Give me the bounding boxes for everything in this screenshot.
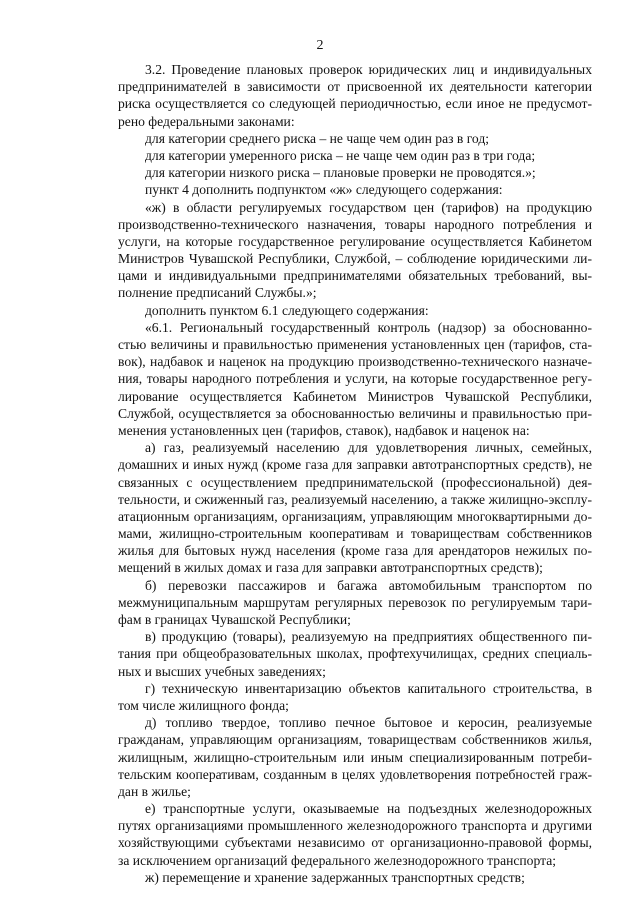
text-line: ния, товары народного потребления и услуги, на которые государственное регу-	[118, 371, 592, 387]
text-line: мами, жилищно-строительным кооперативам и товариществам собственников	[118, 526, 592, 542]
text-line: в) продукцию (товары), реализуемую на предприятиях общественного пи-	[145, 629, 592, 645]
text-line: гражданам, управляющим организациям, товариществам собственников жилья,	[118, 732, 592, 748]
text-line: г) техническую инвентаризацию объектов капитального строительства, в	[145, 680, 592, 696]
page-number: 2	[316, 38, 324, 53]
text-line: менения установленных цен (тарифов, ставок), надбавок и наценок на:	[118, 422, 530, 438]
text-line: цами и индивидуальными предпринимателями обязательных требований, вы-	[118, 268, 592, 284]
text-line: полнение предписаний Службы.»;	[118, 285, 317, 301]
text-line: дан в жилье;	[118, 783, 191, 799]
text-line: тания при общеобразовательных школах, профтехучилищах, средних специаль-	[118, 646, 592, 662]
text-line: е) транспортные услуги, оказываемые на подъездных железнодорожных	[145, 801, 592, 817]
text-line: ных и высших учебных заведениях;	[118, 663, 326, 679]
text-line: жилищным, жилищно-строительным или иным специализированным потреби-	[118, 749, 592, 765]
text-line: «ж) в области регулируемых государством цен (тарифов) на продукцию	[145, 199, 592, 215]
text-line: 3.2. Проведение плановых проверок юридических лиц и индивидуальных	[145, 62, 592, 77]
text-line: путях организациями промышленного железнодорожного транспорта и другими	[118, 818, 592, 834]
text-line: а) газ, реализуемый населению для удовлетворения личных, семейных,	[145, 440, 592, 456]
document-body	[118, 61, 592, 886]
text-line: тельности, и сжиженный газ, реализуемый населению, а также жилищно-эксплу-	[118, 491, 592, 507]
text-line: «6.1. Региональный государственный контроль (надзор) за обоснованно-	[145, 319, 592, 335]
text-line: рено федеральными законами:	[118, 113, 295, 129]
text-line: связанных с осуществлением предпринимательской (профессиональной) дея-	[118, 474, 592, 490]
text-line: д) топливо твердое, топливо печное бытовое и керосин, реализуемые	[145, 715, 592, 731]
text-line: предпринимателей в зависимости от присвоенной их деятельности категории	[118, 79, 592, 95]
text-line: жилья для бытовых нужд населения (кроме газа для арендаторов нежилых по-	[118, 543, 592, 559]
text-line: лирование осуществляется Кабинетом Министров Чувашской Республики,	[118, 388, 592, 404]
text-line: Службой, осуществляется за обоснованностью величины и правильностью при-	[118, 405, 592, 421]
text-line: производственно-технического назначения, товары народного потребления и	[118, 216, 592, 232]
text-line: пункт 4 дополнить подпунктом «ж» следующего содержания:	[145, 182, 503, 198]
text-line: атационным организациям, организациям, управляющим многоквартирными до-	[118, 508, 592, 524]
text-line: стью величины и правильностью применения установленных цен (тарифов, ста-	[118, 337, 592, 352]
text-line: риска осуществляется со следующей периодичностью, если иное не предусмот-	[118, 96, 592, 112]
text-line: дополнить пунктом 6.1 следующего содержания:	[145, 302, 429, 318]
text-line: б) перевозки пассажиров и багажа автомобильным транспортом по	[145, 577, 592, 593]
text-line: для категории низкого риска – плановые проверки не проводятся.»;	[145, 165, 536, 181]
text-line: межмуниципальным маршрутам регулярных перевозок по регулируемым тари-	[118, 594, 592, 610]
text-line: фам в границах Чувашской Республики;	[118, 612, 351, 627]
text-line: домашних и иных нужд (кроме газа для заправки автотранспортных средств), не	[118, 457, 592, 473]
text-line: вок), надбавок и наценок на продукцию производственно-технического назначе-	[118, 354, 592, 370]
text-line: ж) перемещение и хранение задержанных транспортных средств;	[145, 869, 525, 885]
text-line: для категории умеренного риска – не чаще чем один раз в три года;	[145, 147, 536, 163]
text-line: тельским кооперативам, созданным в целях удовлетворения потребностей граж-	[118, 766, 592, 782]
text-line: за исключением организаций федерального железнодорожного транспорта;	[118, 852, 557, 868]
text-line: для категории среднего риска – не чаще чем один раз в год;	[145, 130, 490, 146]
text-line: хозяйствующими субъектами независимо от организационно-правовой формы,	[118, 835, 592, 851]
text-line: услуги, на которые государственное регулирование осуществляется Кабинетом	[118, 233, 592, 249]
text-line: мещений в жилых домах и газа для заправки автотранспортных средств);	[118, 560, 543, 576]
text-line: том числе жилищного фонда;	[118, 697, 289, 713]
text-line: Министров Чувашской Республики, Службой, – соблюдение юридическими ли-	[118, 251, 592, 267]
